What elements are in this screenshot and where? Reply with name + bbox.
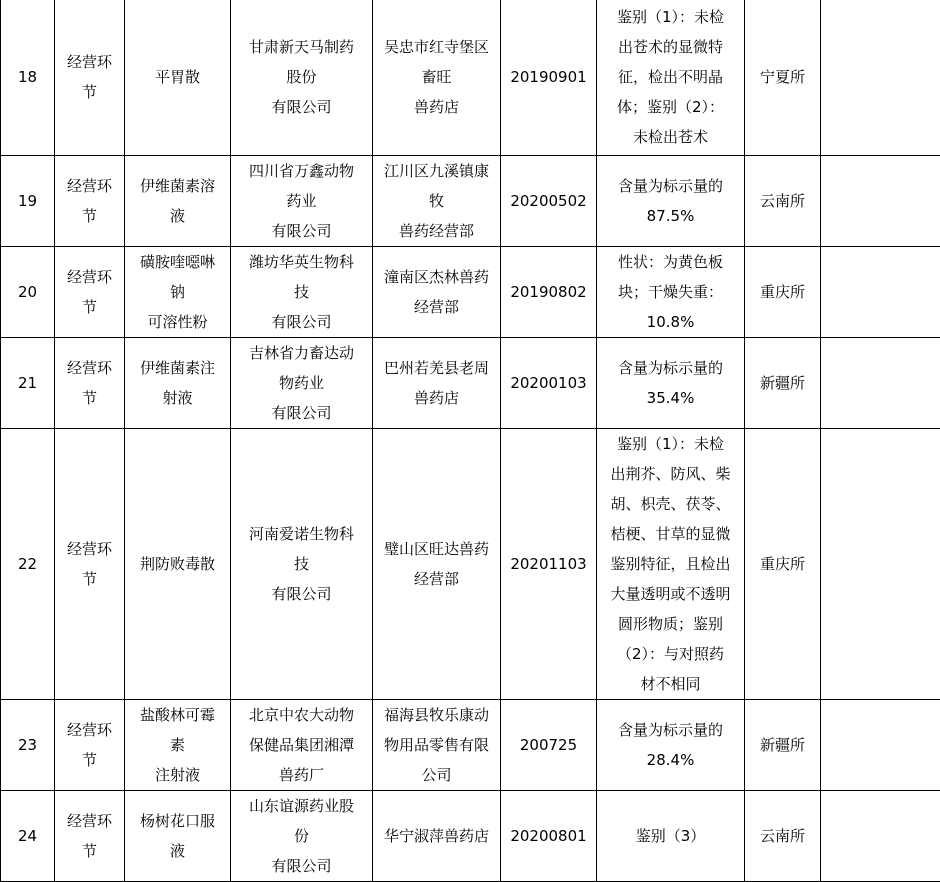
stage-cell: 经营环 节 bbox=[55, 337, 125, 428]
batch-number-cell: 200725 bbox=[501, 699, 597, 790]
sampled-unit-cell: 潼南区杰林兽药 经营部 bbox=[373, 246, 501, 337]
note-cell bbox=[821, 246, 940, 337]
row-number-cell: 22 bbox=[1, 428, 55, 699]
batch-number-cell: 20200103 bbox=[501, 337, 597, 428]
row-number-cell: 21 bbox=[1, 337, 55, 428]
table-row bbox=[1, 790, 940, 881]
note-cell bbox=[821, 0, 940, 155]
batch-number-cell: 20201103 bbox=[501, 428, 597, 699]
row-number-cell: 24 bbox=[1, 790, 55, 881]
product-name-cell: 荆防败毒散 bbox=[125, 428, 231, 699]
sampled-unit-cell: 华宁淑萍兽药店 bbox=[373, 790, 501, 881]
institute-cell: 云南所 bbox=[745, 155, 821, 246]
manufacturer-cell: 河南爱诺生物科 技 有限公司 bbox=[231, 428, 373, 699]
batch-number-cell: 20190802 bbox=[501, 246, 597, 337]
institute-cell: 宁夏所 bbox=[745, 0, 821, 155]
table-row bbox=[1, 699, 940, 790]
product-name-cell: 伊维菌素注 射液 bbox=[125, 337, 231, 428]
note-cell bbox=[821, 699, 940, 790]
table-row bbox=[1, 0, 940, 155]
sampled-unit-cell: 吴忠市红寺堡区 畜旺 兽药店 bbox=[373, 0, 501, 155]
table-row bbox=[1, 155, 940, 246]
sampled-unit-cell: 璧山区旺达兽药 经营部 bbox=[373, 428, 501, 699]
stage-cell: 经营环 节 bbox=[55, 428, 125, 699]
sampled-unit-cell: 江川区九溪镇康 牧 兽药经营部 bbox=[373, 155, 501, 246]
manufacturer-cell: 潍坊华英生物科 技 有限公司 bbox=[231, 246, 373, 337]
result-cell: 鉴别（1）：未检 出苍术的显微特 征，检出不明晶 体；鉴别（2）： 未检出苍术 bbox=[597, 0, 745, 155]
result-cell: 含量为标示量的 35.4% bbox=[597, 337, 745, 428]
result-cell: 鉴别（1）：未检 出荆芥、防风、柴 胡、枳壳、茯苓、 桔梗、甘草的显微 鉴别特征，且检出 大量透明或不透明 圆形物质；鉴别 （2）：与对照药 材不相同 bbox=[597, 428, 745, 699]
sampled-unit-cell: 巴州若羌县老周 兽药店 bbox=[373, 337, 501, 428]
batch-number-cell: 20200502 bbox=[501, 155, 597, 246]
batch-number-cell: 20190901 bbox=[501, 0, 597, 155]
note-cell bbox=[821, 790, 940, 881]
manufacturer-cell: 四川省万鑫动物 药业 有限公司 bbox=[231, 155, 373, 246]
stage-cell: 经营环 节 bbox=[55, 246, 125, 337]
manufacturer-cell: 甘肃新天马制药 股份 有限公司 bbox=[231, 0, 373, 155]
institute-cell: 云南所 bbox=[745, 790, 821, 881]
product-name-cell: 平胃散 bbox=[125, 0, 231, 155]
note-cell bbox=[821, 337, 940, 428]
manufacturer-cell: 山东谊源药业股 份 有限公司 bbox=[231, 790, 373, 881]
stage-cell: 经营环 节 bbox=[55, 0, 125, 155]
stage-cell: 经营环 节 bbox=[55, 790, 125, 881]
institute-cell: 新疆所 bbox=[745, 337, 821, 428]
row-number-cell: 19 bbox=[1, 155, 55, 246]
product-name-cell: 伊维菌素溶 液 bbox=[125, 155, 231, 246]
result-cell: 鉴别（3） bbox=[597, 790, 745, 881]
table-body bbox=[1, 0, 940, 881]
batch-number-cell: 20200801 bbox=[501, 790, 597, 881]
manufacturer-cell: 吉林省力畜达动 物药业 有限公司 bbox=[231, 337, 373, 428]
row-number-cell: 20 bbox=[1, 246, 55, 337]
note-cell bbox=[821, 155, 940, 246]
note-cell bbox=[821, 428, 940, 699]
stage-cell: 经营环 节 bbox=[55, 155, 125, 246]
product-name-cell: 杨树花口服 液 bbox=[125, 790, 231, 881]
stage-cell: 经营环 节 bbox=[55, 699, 125, 790]
institute-cell: 重庆所 bbox=[745, 246, 821, 337]
product-name-cell: 磺胺喹噁啉 钠 可溶性粉 bbox=[125, 246, 231, 337]
result-cell: 性状：为黄色板 块；干燥失重： 10.8% bbox=[597, 246, 745, 337]
sampled-unit-cell: 福海县牧乐康动 物用品零售有限 公司 bbox=[373, 699, 501, 790]
product-name-cell: 盐酸林可霉 素 注射液 bbox=[125, 699, 231, 790]
table-row bbox=[1, 246, 940, 337]
institute-cell: 重庆所 bbox=[745, 428, 821, 699]
result-cell: 含量为标示量的 87.5% bbox=[597, 155, 745, 246]
row-number-cell: 18 bbox=[1, 0, 55, 155]
manufacturer-cell: 北京中农大动物 保健品集团湘潭 兽药厂 bbox=[231, 699, 373, 790]
result-cell: 含量为标示量的 28.4% bbox=[597, 699, 745, 790]
row-number-cell: 23 bbox=[1, 699, 55, 790]
table-row bbox=[1, 337, 940, 428]
institute-cell: 新疆所 bbox=[745, 699, 821, 790]
table-row bbox=[1, 428, 940, 699]
